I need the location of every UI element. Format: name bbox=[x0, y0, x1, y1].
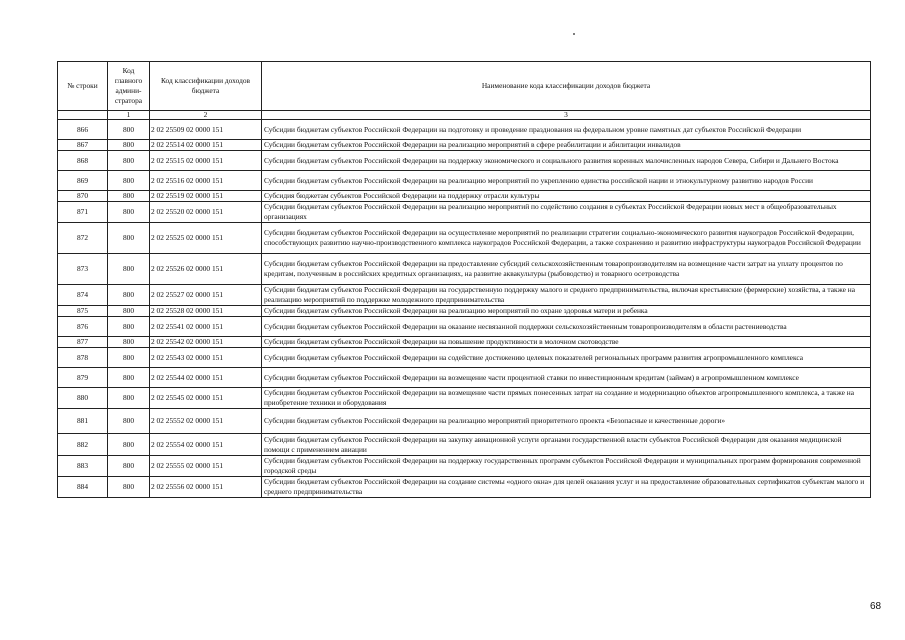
admin-code-cell: 800 bbox=[108, 254, 150, 285]
code-name-cell: Субсидии бюджетам субъектов Российской Федерации на возмещение части процентной ставки по инвестиционным кредитам (займам) в агропромышленном комплексе bbox=[262, 368, 871, 388]
row-number-cell: 869 bbox=[58, 171, 108, 191]
admin-code-cell: 800 bbox=[108, 317, 150, 337]
header-admin-code: Код главного админи-стратора bbox=[108, 62, 150, 111]
column-number: 2 bbox=[150, 111, 262, 120]
table-row bbox=[58, 191, 871, 202]
row-number-cell: 868 bbox=[58, 151, 108, 171]
table-row bbox=[58, 388, 871, 409]
admin-code-cell: 800 bbox=[108, 434, 150, 456]
header-row bbox=[58, 62, 871, 111]
admin-code-cell: 800 bbox=[108, 151, 150, 171]
budget-code-table-container bbox=[57, 61, 870, 498]
admin-code-cell: 800 bbox=[108, 285, 150, 306]
admin-code-cell: 800 bbox=[108, 388, 150, 409]
classification-code-cell: 2 02 25514 02 0000 151 bbox=[150, 140, 262, 151]
page-number: 68 bbox=[870, 601, 882, 612]
admin-code-cell: 800 bbox=[108, 348, 150, 368]
column-number: 1 bbox=[108, 111, 150, 120]
admin-code-cell: 800 bbox=[108, 191, 150, 202]
row-number-cell: 867 bbox=[58, 140, 108, 151]
row-number-cell: 882 bbox=[58, 434, 108, 456]
table-body bbox=[58, 120, 871, 498]
row-number-cell: 870 bbox=[58, 191, 108, 202]
code-name-cell: Субсидии бюджетам субъектов Российской Федерации на реализацию мероприятий по охране здоровья матери и ребенка bbox=[262, 306, 871, 317]
code-name-cell: Субсидии бюджетам субъектов Российской Федерации на реализацию мероприятий по укреплению единства российской нации и этнокультурному развитию народов России bbox=[262, 171, 871, 191]
row-number-cell: 866 bbox=[58, 120, 108, 140]
column-number bbox=[58, 111, 108, 120]
table-row bbox=[58, 317, 871, 337]
column-number-row bbox=[58, 111, 871, 120]
code-name-cell: Субсидии бюджетам субъектов Российской Федерации на повышение продуктивности в молочном скотоводстве bbox=[262, 337, 871, 348]
table-row bbox=[58, 140, 871, 151]
classification-code-cell: 2 02 25556 02 0000 151 bbox=[150, 477, 262, 498]
row-number-cell: 872 bbox=[58, 223, 108, 254]
admin-code-cell: 800 bbox=[108, 140, 150, 151]
classification-code-cell: 2 02 25541 02 0000 151 bbox=[150, 317, 262, 337]
table-row bbox=[58, 223, 871, 254]
table-row bbox=[58, 171, 871, 191]
table-row bbox=[58, 254, 871, 285]
classification-code-cell: 2 02 25552 02 0000 151 bbox=[150, 409, 262, 434]
row-number-cell: 884 bbox=[58, 477, 108, 498]
classification-code-cell: 2 02 25555 02 0000 151 bbox=[150, 456, 262, 477]
admin-code-cell: 800 bbox=[108, 456, 150, 477]
header-row-no: № строки bbox=[58, 62, 108, 111]
code-name-cell: Субсидии бюджетам субъектов Российской Федерации на государственную поддержку малого и среднего предпринимательства, включая крестьянские (фермерские) хозяйства, а также на реализацию мероприятий по поддержке молодежного предпринимательства bbox=[262, 285, 871, 306]
classification-code-cell: 2 02 25509 02 0000 151 bbox=[150, 120, 262, 140]
table-row bbox=[58, 348, 871, 368]
row-number-cell: 883 bbox=[58, 456, 108, 477]
code-name-cell: Субсидии бюджетам субъектов Российской Федерации на поддержку государственных программ субъектов Российской Федерации и муниципальных программ формирования современной городской среды bbox=[262, 456, 871, 477]
code-name-cell: Субсидии бюджетам субъектов Российской Федерации на содействие достижению целевых показателей региональных программ развития агропромышленного комплекса bbox=[262, 348, 871, 368]
table-row bbox=[58, 409, 871, 434]
code-name-cell: Субсидии бюджетам субъектов Российской Федерации на реализацию мероприятий в сфере реабилитации и абилитации инвалидов bbox=[262, 140, 871, 151]
code-name-cell: Субсидия бюджетам субъектов Российской Федерации на поддержку отрасли культуры bbox=[262, 191, 871, 202]
row-number-cell: 877 bbox=[58, 337, 108, 348]
classification-code-cell: 2 02 25525 02 0000 151 bbox=[150, 223, 262, 254]
classification-code-cell: 2 02 25528 02 0000 151 bbox=[150, 306, 262, 317]
classification-code-cell: 2 02 25526 02 0000 151 bbox=[150, 254, 262, 285]
table-row bbox=[58, 477, 871, 498]
row-number-cell: 874 bbox=[58, 285, 108, 306]
classification-code-cell: 2 02 25520 02 0000 151 bbox=[150, 202, 262, 223]
table-row bbox=[58, 434, 871, 456]
table-row bbox=[58, 285, 871, 306]
row-number-cell: 876 bbox=[58, 317, 108, 337]
admin-code-cell: 800 bbox=[108, 202, 150, 223]
table-row bbox=[58, 151, 871, 171]
table-row bbox=[58, 120, 871, 140]
header-classification-code: Код классификации доходов бюджета bbox=[150, 62, 262, 111]
table-row bbox=[58, 202, 871, 223]
code-name-cell: Субсидии бюджетам субъектов Российской Федерации на подготовку и проведение празднования на федеральном уровне памятных дат субъектов Российской Федерации bbox=[262, 120, 871, 140]
table-row bbox=[58, 368, 871, 388]
code-name-cell: Субсидии бюджетам субъектов Российской Федерации на реализацию мероприятий по содействию создания в субъектах Российской Федерации новых мест в общеобразовательных организациях bbox=[262, 202, 871, 223]
table-row bbox=[58, 306, 871, 317]
classification-code-cell: 2 02 25554 02 0000 151 bbox=[150, 434, 262, 456]
header-code-name: Наименование кода классификации доходов бюджета bbox=[262, 62, 871, 111]
row-number-cell: 873 bbox=[58, 254, 108, 285]
code-name-cell: Субсидии бюджетам субъектов Российской Федерации на предоставление субсидий сельскохозяйственным товаропроизводителям на возмещение части затрат на уплату процентов по кредитам, полученным в российских кредитных организациях, на развитие аквакультуры (рыбоводство) и товарного осетроводства bbox=[262, 254, 871, 285]
admin-code-cell: 800 bbox=[108, 337, 150, 348]
budget-code-table bbox=[57, 61, 871, 498]
code-name-cell: Субсидии бюджетам субъектов Российской Федерации на поддержку экономического и социального развития коренных малочисленных народов Севера, Сибири и Дальнего Востока bbox=[262, 151, 871, 171]
classification-code-cell: 2 02 25527 02 0000 151 bbox=[150, 285, 262, 306]
code-name-cell: Субсидии бюджетам субъектов Российской Федерации на реализацию мероприятий приоритетного проекта «Безопасные и качественные дороги» bbox=[262, 409, 871, 434]
admin-code-cell: 800 bbox=[108, 477, 150, 498]
admin-code-cell: 800 bbox=[108, 306, 150, 317]
table-row bbox=[58, 456, 871, 477]
admin-code-cell: 800 bbox=[108, 223, 150, 254]
code-name-cell: Субсидии бюджетам субъектов Российской Федерации на возмещение части прямых понесенных затрат на создание и модернизацию объектов агропромышленного комплекса, а также на приобретение техники и оборудования bbox=[262, 388, 871, 409]
scan-speck bbox=[573, 33, 575, 35]
code-name-cell: Субсидии бюджетам субъектов Российской Федерации на создание системы «одного окна» для целей оказания услуг и на предоставление образовательных сертификатов субъектам малого и среднего предпринимательства bbox=[262, 477, 871, 498]
admin-code-cell: 800 bbox=[108, 171, 150, 191]
code-name-cell: Субсидии бюджетам субъектов Российской Федерации на оказание несвязанной поддержки сельскохозяйственным товаропроизводителям в области растениеводства bbox=[262, 317, 871, 337]
classification-code-cell: 2 02 25515 02 0000 151 bbox=[150, 151, 262, 171]
column-number: 3 bbox=[262, 111, 871, 120]
admin-code-cell: 800 bbox=[108, 409, 150, 434]
code-name-cell: Субсидии бюджетам субъектов Российской Федерации на осуществление мероприятий по реализации стратегии социально-экономического развития наукоградов Российской Федерации, способствующих развитию научно-производственного комплекса наукоградов Российской Федерации, а также сохранению и развитию инфраструктуры наукоградов Российской Федерации bbox=[262, 223, 871, 254]
row-number-cell: 879 bbox=[58, 368, 108, 388]
row-number-cell: 871 bbox=[58, 202, 108, 223]
row-number-cell: 881 bbox=[58, 409, 108, 434]
classification-code-cell: 2 02 25543 02 0000 151 bbox=[150, 348, 262, 368]
admin-code-cell: 800 bbox=[108, 368, 150, 388]
admin-code-cell: 800 bbox=[108, 120, 150, 140]
row-number-cell: 878 bbox=[58, 348, 108, 368]
classification-code-cell: 2 02 25544 02 0000 151 bbox=[150, 368, 262, 388]
classification-code-cell: 2 02 25542 02 0000 151 bbox=[150, 337, 262, 348]
row-number-cell: 875 bbox=[58, 306, 108, 317]
classification-code-cell: 2 02 25545 02 0000 151 bbox=[150, 388, 262, 409]
classification-code-cell: 2 02 25516 02 0000 151 bbox=[150, 171, 262, 191]
table-row bbox=[58, 337, 871, 348]
row-number-cell: 880 bbox=[58, 388, 108, 409]
code-name-cell: Субсидии бюджетам субъектов Российской Федерации на закупку авиационной услуги органами государственной власти субъектов Российской Федерации для оказания медицинской помощи с применением авиации bbox=[262, 434, 871, 456]
classification-code-cell: 2 02 25519 02 0000 151 bbox=[150, 191, 262, 202]
